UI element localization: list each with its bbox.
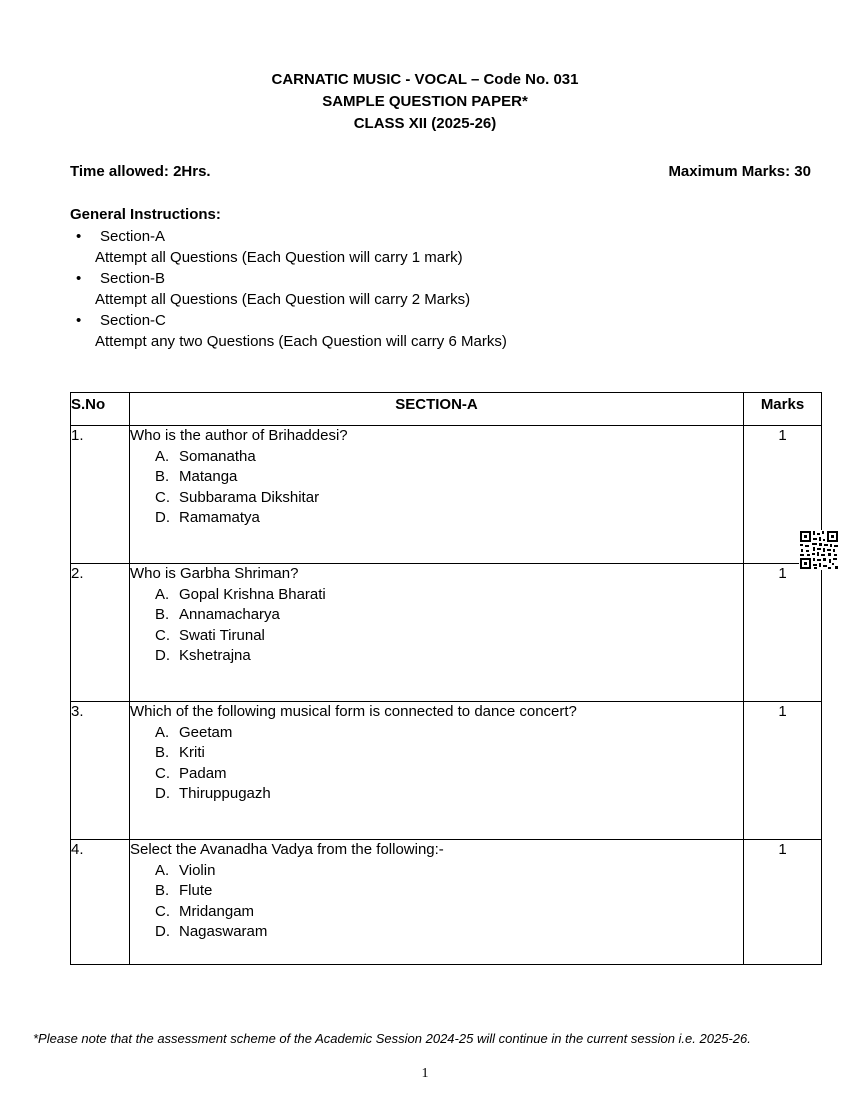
question-marks: 1 (744, 564, 822, 702)
option-letter: C. (155, 488, 170, 506)
questions-table (70, 392, 822, 965)
question-cell (130, 702, 744, 840)
option-letter: D. (155, 923, 170, 940)
option (130, 626, 743, 647)
option (130, 488, 743, 509)
option-letter: A. (155, 861, 170, 879)
option-text: Somanatha (179, 447, 256, 465)
footnote: *Please note that the assessment scheme of the Academic Session 2024-25 will continue in the current session i.e. 2025-26. (33, 1031, 751, 1046)
question-number: 4. (71, 840, 130, 965)
question-number: 1. (71, 426, 130, 564)
question-number: 2. (71, 564, 130, 702)
table-row (71, 426, 822, 564)
option-text: Violin (179, 861, 216, 879)
option-letter: B. (155, 882, 170, 899)
option (130, 467, 743, 488)
instruction-detail: Attempt any two Questions (Each Question will carry 6 Marks) (95, 333, 507, 350)
option-letter: A. (155, 585, 170, 603)
table-row (71, 702, 822, 840)
option (130, 902, 743, 923)
question-cell (130, 564, 744, 702)
option (130, 723, 743, 744)
question-marks: 1 (744, 840, 822, 965)
question-text: Select the Avanadha Vadya from the following:- (130, 841, 444, 858)
option-text: Kshetrajna (179, 647, 251, 664)
option-letter: A. (155, 447, 170, 465)
header-section: SECTION-A (130, 393, 744, 426)
qr-code-icon (799, 530, 839, 570)
question-marks: 1 (744, 702, 822, 840)
option-letter: C. (155, 764, 170, 782)
time-allowed: Time allowed: 2Hrs. (70, 163, 211, 180)
paper-subtitle: SAMPLE QUESTION PAPER* (322, 93, 528, 110)
option (130, 508, 743, 529)
instruction-detail: Attempt all Questions (Each Question will carry 1 mark) (95, 249, 463, 266)
question-cell (130, 426, 744, 564)
page-number: 1 (421, 1066, 429, 1081)
option (130, 861, 743, 882)
bullet-icon: • (76, 270, 82, 287)
option (130, 605, 743, 626)
option-letter: C. (155, 626, 170, 644)
instruction-section: Section-A (100, 228, 166, 245)
bullet-icon: • (76, 312, 82, 329)
option-text: Annamacharya (179, 606, 280, 623)
instruction-item (70, 310, 770, 331)
instruction-item (70, 268, 770, 289)
option-letter: D. (155, 785, 170, 802)
option-letter: B. (155, 468, 170, 485)
option (130, 922, 743, 943)
option-text: Matanga (179, 468, 238, 485)
option (130, 447, 743, 468)
question-text: Who is the author of Brihaddesi? (130, 427, 348, 444)
instructions-heading: General Instructions: (70, 206, 221, 223)
option-letter: D. (155, 509, 170, 526)
option-text: Nagaswaram (179, 923, 268, 940)
paper-title: CARNATIC MUSIC - VOCAL – Code No. 031 (271, 71, 579, 88)
question-marks: 1 (744, 426, 822, 564)
instruction-section: Section-C (100, 312, 166, 329)
question-number: 3. (71, 702, 130, 840)
question-text: Which of the following musical form is connected to dance concert? (130, 703, 577, 720)
bullet-icon: • (76, 228, 82, 245)
header-sno: S.No (71, 393, 130, 426)
table-row (71, 564, 822, 702)
option-text: Swati Tirunal (179, 626, 265, 644)
header-marks: Marks (744, 393, 822, 426)
instruction-item (70, 226, 770, 247)
option (130, 881, 743, 902)
title-block (0, 69, 850, 135)
option (130, 764, 743, 785)
option-text: Ramamatya (179, 509, 260, 526)
option (130, 646, 743, 667)
option-text: Gopal Krishna Bharati (179, 585, 326, 603)
question-text: Who is Garbha Shriman? (130, 565, 299, 582)
table-header-row (71, 393, 822, 426)
exam-meta (70, 163, 811, 185)
option-text: Subbarama Dikshitar (179, 488, 320, 506)
option-text: Kriti (179, 744, 205, 761)
option (130, 784, 743, 805)
option-letter: A. (155, 723, 170, 741)
question-cell (130, 840, 744, 965)
option-letter: D. (155, 647, 170, 664)
option-letter: B. (155, 744, 170, 761)
instruction-section: Section-B (100, 270, 166, 287)
option-letter: C. (155, 902, 170, 920)
option-text: Padam (179, 764, 227, 782)
option-letter: B. (155, 606, 170, 623)
instruction-detail: Attempt all Questions (Each Question will carry 2 Marks) (95, 291, 471, 308)
maximum-marks: Maximum Marks: 30 (668, 163, 811, 180)
table-row (71, 840, 822, 965)
option (130, 743, 743, 764)
option-text: Mridangam (179, 902, 255, 920)
general-instructions (70, 204, 770, 352)
class-label: CLASS XII (2025-26) (353, 115, 497, 132)
option-text: Flute (179, 882, 213, 899)
option-text: Thiruppugazh (179, 785, 271, 802)
option (130, 585, 743, 606)
option-text: Geetam (179, 723, 233, 741)
